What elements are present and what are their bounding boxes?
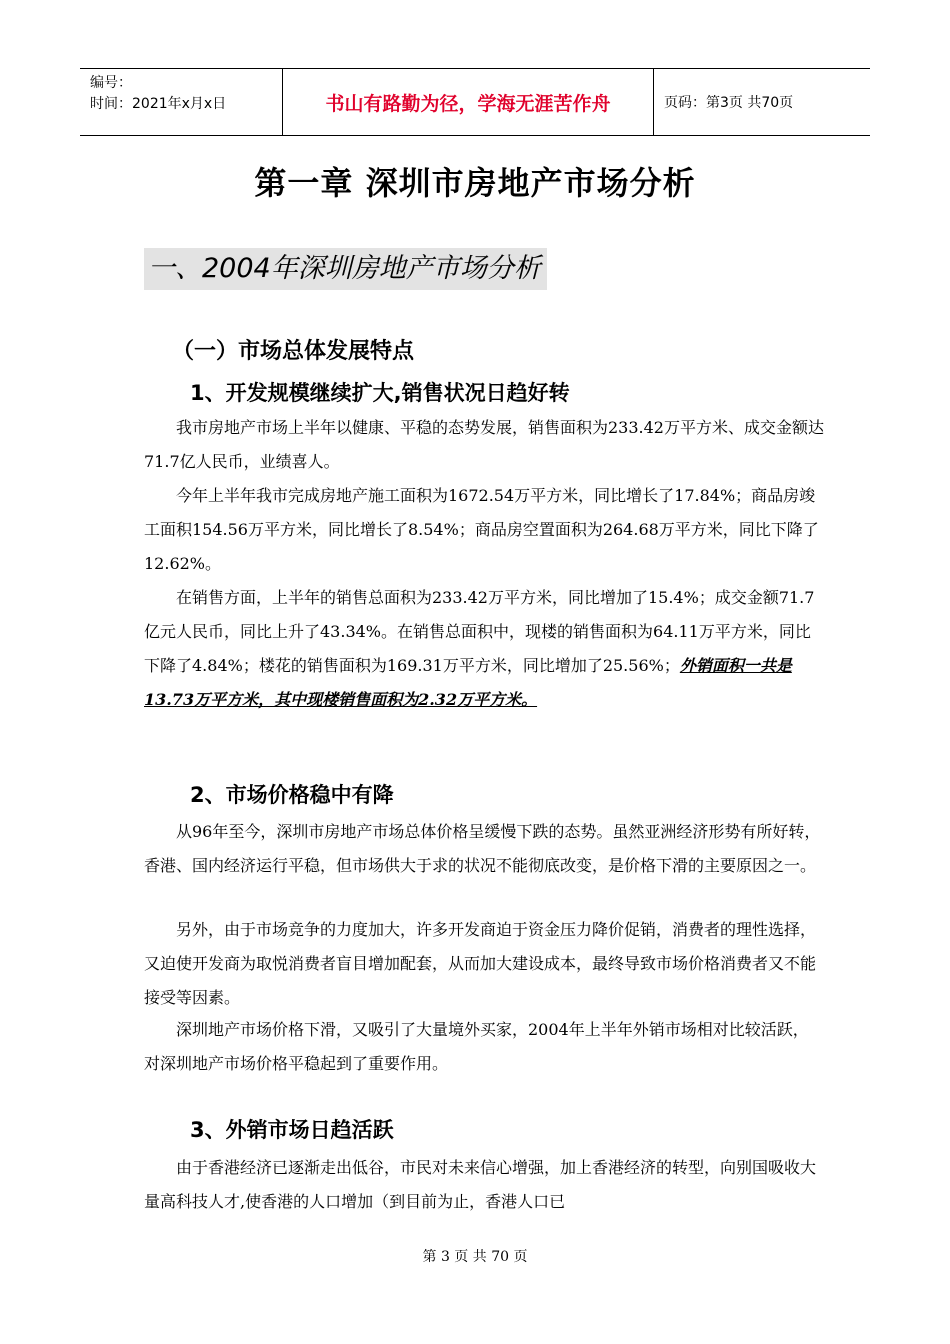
header-page-info: 页码：第3页 共70页 [664,95,794,111]
paragraph: 另外，由于市场竞争的力度加大，许多开发商迫于资金压力降价促销，消费者的理性选择，又迫使开发商为取悦消费者盲目增加配套，从而加大建设成本，最终导致市场价格消费者又不能接受等因素。 [144,920,817,1007]
subsection-title: （一）市场总体发展特点 [172,339,415,364]
page-header [80,68,870,136]
page-footer: 第 3 页 共 70 页 [422,1249,528,1265]
heading-1: 1、开发规模继续扩大,销售状况日趋好转 [190,381,570,405]
section-title: 一、2004年深圳房地产市场分析 [144,248,547,290]
heading-2: 2、市场价格稳中有降 [190,783,394,807]
paragraph: 从96年至今，深圳市房地产市场总体价格呈缓慢下跌的态势。虽然亚洲经济形势有所好转，香港、国内经济运行平稳，但市场供大于求的状况不能彻底改变，是价格下滑的主要原因之一。 [144,822,821,875]
chapter-title: 第一章 深圳市房地产市场分析 [254,164,696,202]
header-motto: 书山有路勤为径，学海无涯苦作舟 [282,69,654,135]
date-label: 时间：2021年x月x日 [90,96,227,112]
paragraph: 深圳地产市场价格下滑，又吸引了大量境外买家，2004年上半年外销市场相对比较活跃，对深圳地产市场价格平稳起到了重要作用。 [144,1020,809,1073]
paragraph: 我市房地产市场上半年以健康、平稳的态势发展，销售面积为233.42万平方米、成交金额达71.7亿人民币，业绩喜人。 [144,418,824,471]
code-label: 编号： [90,75,132,91]
paragraph: 由于香港经济已逐渐走出低谷，市民对未来信心增强，加上香港经济的转型，向别国吸收大量高科技人才,使香港的人口增加（到目前为止，香港人口已 [144,1158,817,1211]
emphasized-text: 外销面积一共是13.73万平方米，其中现楼销售面积为2.32万平方米。 [144,656,792,709]
header-meta [80,69,282,135]
paragraph-text: 在销售方面，上半年的销售总面积为233.42万平方米，同比增加了15.4%；成交金额71.7亿元人民币，同比上升了43.34%。在销售总面积中，现楼的销售面积为64.11万平方米，同比下降了4.84%；楼花的销售面积为169.31万平方米，同比增加了25.56%； [144,588,815,675]
heading-3: 3、外销市场日趋活跃 [190,1118,394,1142]
paragraph [144,581,824,717]
paragraph: 今年上半年我市完成房地产施工面积为1672.54万平方米，同比增长了17.84%；商品房竣工面积154.56万平方米，同比增长了8.54%；商品房空置面积为264.68万平方米，同比下降了12.62%。 [144,486,819,573]
